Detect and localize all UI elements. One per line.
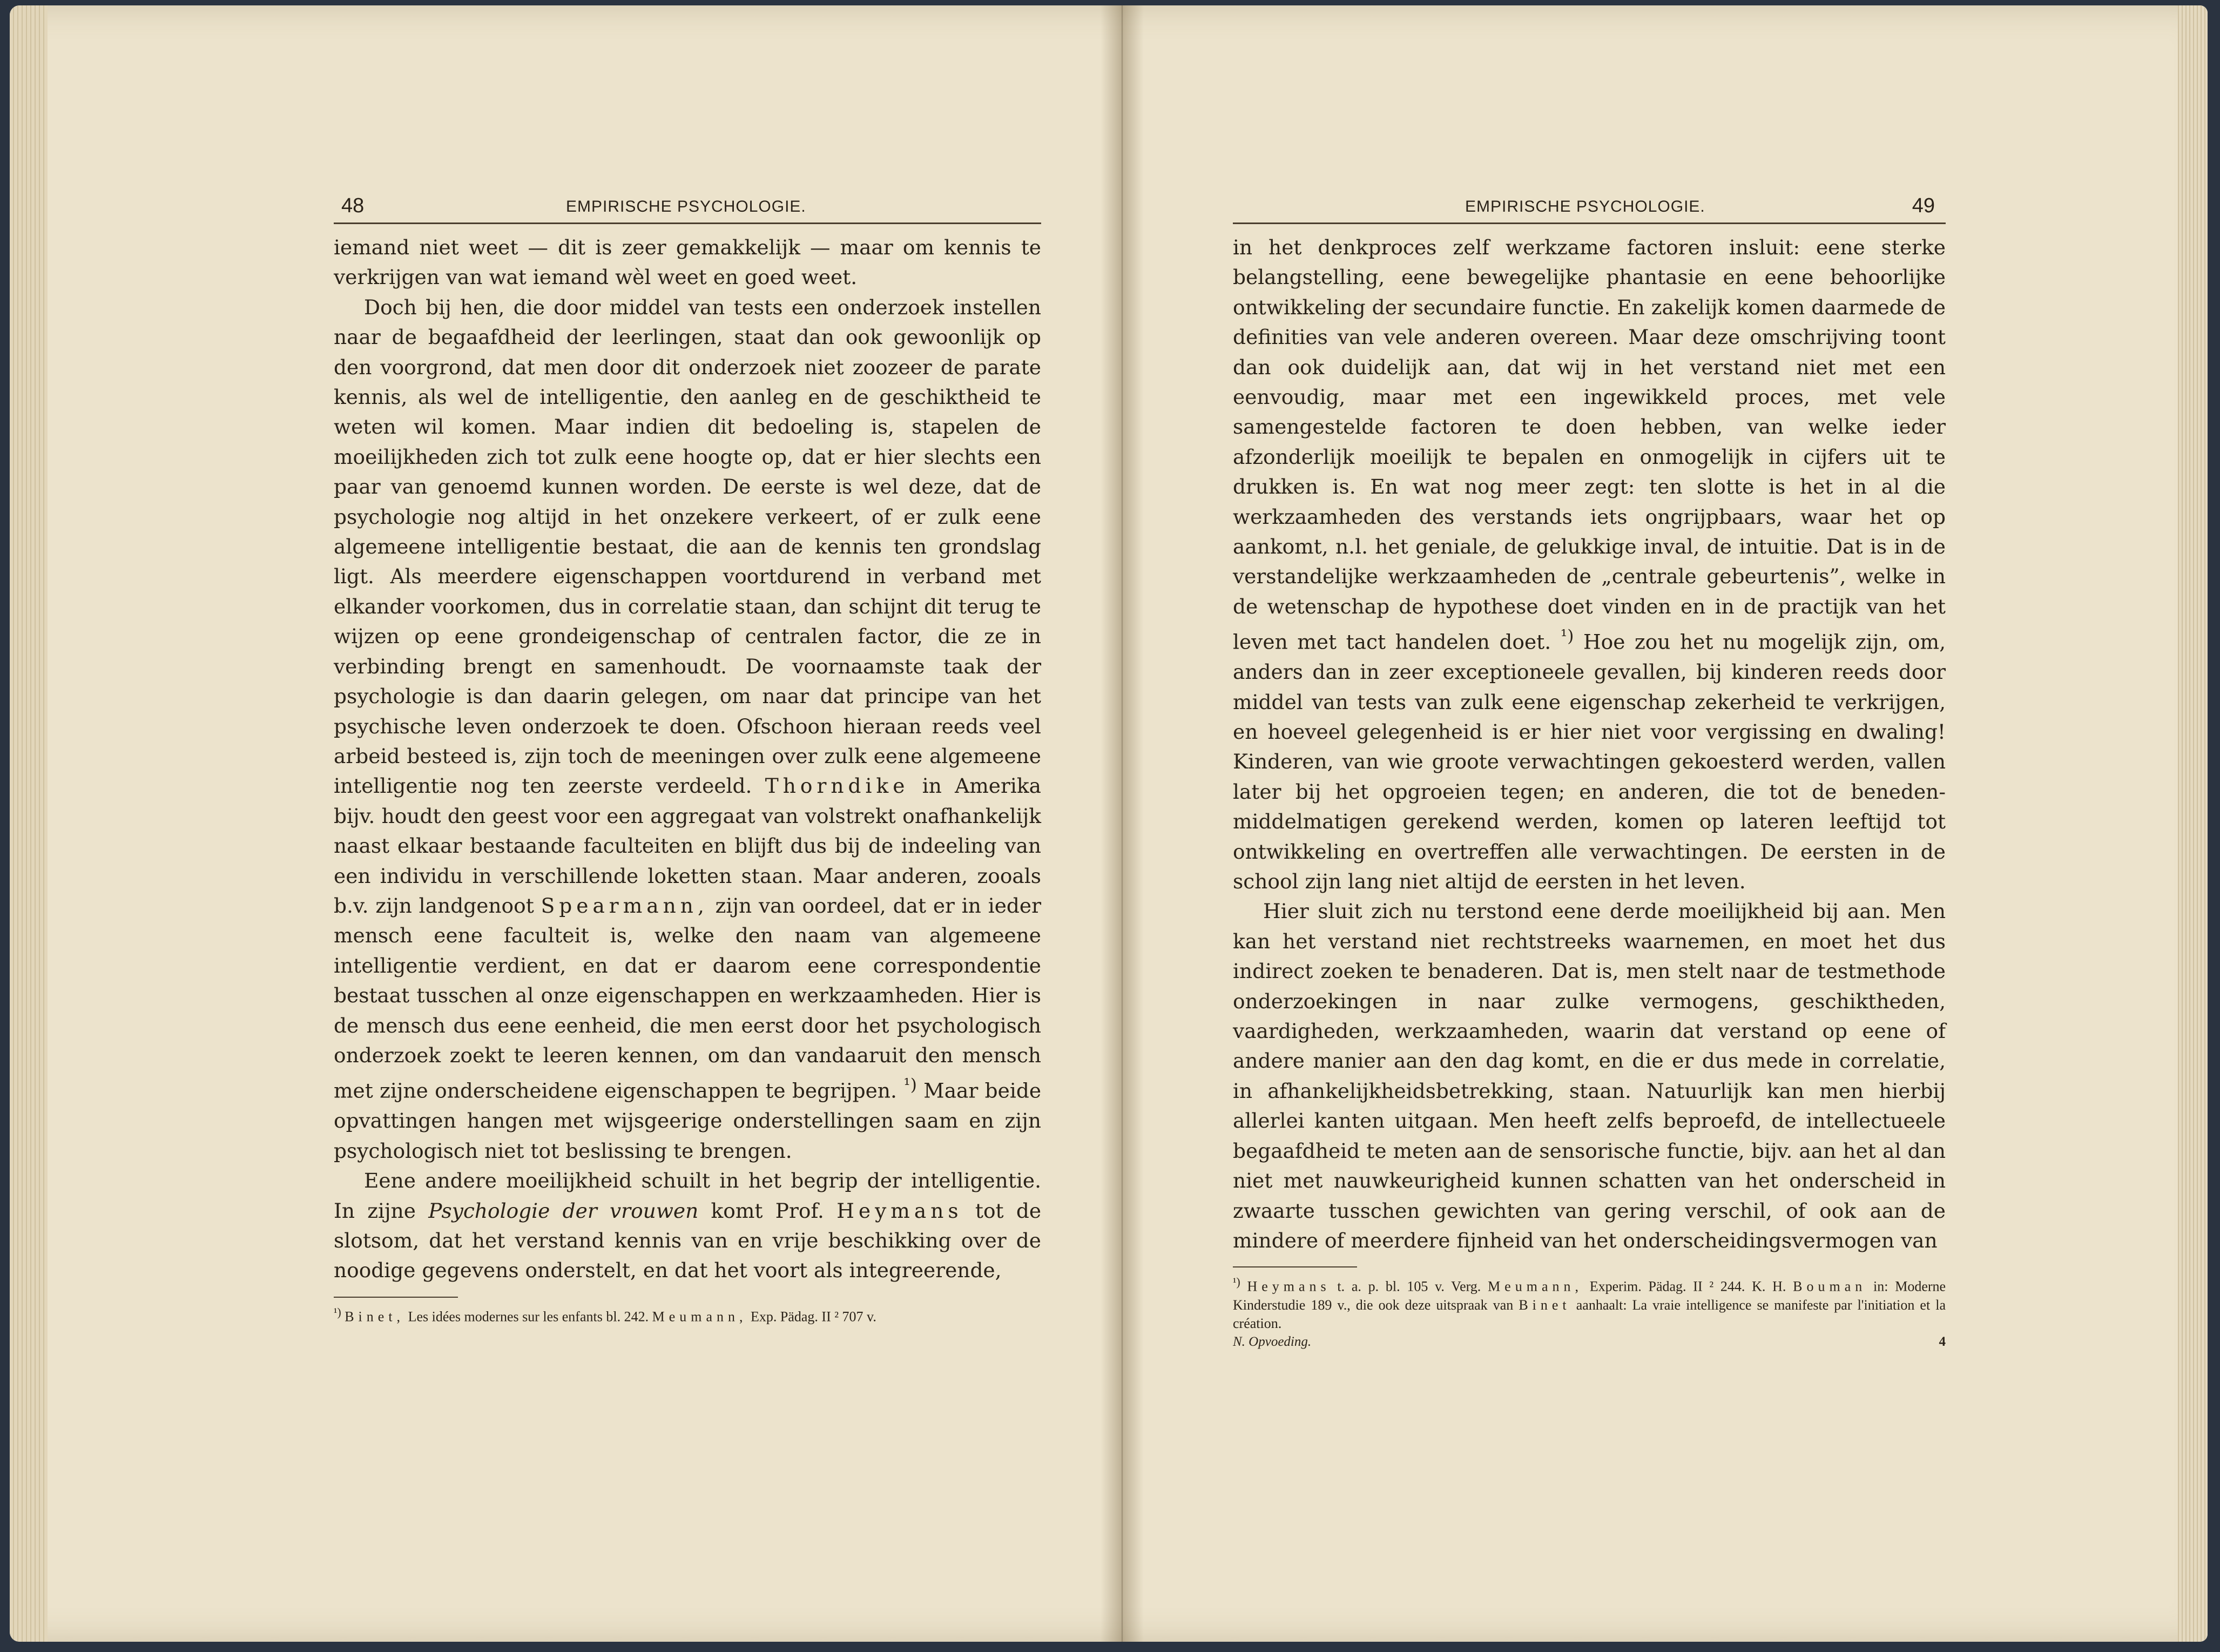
book-spread <box>10 5 2208 1642</box>
author-name: Thorndike <box>765 774 909 798</box>
running-head: EMPIRISCHE PSYCHOLOGIE. <box>566 198 806 215</box>
right-page-body <box>1233 233 1946 1256</box>
author-name: Heymans <box>836 1198 963 1223</box>
paragraph: Eene andere moeilijkheid schuilt in het begrip der intelligentie. In zijne Psychologie der vrouwen komt Prof. Heymans tot de slotsom, dat het verstand kennis van en vrije beschikking over de noodige gegevens onderstelt, en dat het voort als integreerende, <box>334 1169 1042 1283</box>
right-page <box>1233 194 1946 1351</box>
paragraph: in het denkproces zelf werkzame factoren insluit: eene sterke belangstelling, eene bewegelijke phantasie en eene behoorlijke ontwikkeling der secundaire functie. En zakelijk komen daarmede de definities van vele anderen overeen. Maar deze omschrijving toont dan ook duidelijk aan, dat wij in het verstand niet met een eenvoudig, maar met een ingewikkeld proces, met vele samengestelde factoren te doen hebben, van welke ieder afzonderlijk moeilijk te bepalen en onmogelijk in cijfers uit te drukken is. En wat nog meer zegt: ten slotte is het in al die werkzaamheden des verstands iets ongrijpbaars, waar het op aankomt, n.l. het geniale, de gelukkige inval, de intuitie. Dat is in de verstandelijke werkzaamheden de „centrale gebeurtenis”, welke in de wetenschap de hypothese doet vinden en in de practijk van het leven met tact handelen doet. $^{^1)}$ Hoe zou het nu mogelijk zijn, om, anders dan in zeer exceptioneele gevallen, bij kinderen reeds door middel van tests van zulk eene eigenschap zekerheid te verkrijgen, en hoeveel gelegenheid is er hier niet voor vergissing en dwaling! Kinderen, van wie groote verwachtingen gekoesterd werden, vallen later bij het opgroeien tegen; en anderen, die tot de beneden-middelmatigen gerekend werden, komen op lateren leeftijd tot ontwikkeling en overtreffen alle verwachtingen. De eersten in de school zijn lang niet altijd de eersten in het leven. <box>1233 235 1946 894</box>
page-number: 49 <box>1912 194 1935 217</box>
left-page-body <box>334 233 1041 1286</box>
signature-title: N. Opvoeding. <box>1233 1334 1312 1349</box>
author-name: Spearmann, <box>541 893 708 918</box>
footnote-ref: ¹) <box>1560 626 1574 646</box>
signature-number: 4 <box>1939 1334 1946 1349</box>
printer-signature <box>1233 1333 1946 1351</box>
running-head: EMPIRISCHE PSYCHOLOGIE. <box>1465 198 1705 215</box>
page-number: 48 <box>341 194 365 217</box>
left-page-header <box>334 194 1041 224</box>
paragraph: iemand niet weet — dit is zeer gemakkelijk — maar om kennis te verkrijgen van wat iemand wèl weet en goed weet. <box>334 235 1041 289</box>
page-edges-right <box>2178 5 2208 1642</box>
paragraph: Doch bij hen, die door middel van tests een onderzoek instellen naar de begaafdheid der leerlingen, staat dan ook gewoonlijk op den voorgrond, dat men door dit onderzoek niet zoozeer de parate kennis, als wel de intelligentie, den aanleg en de geschiktheid te weten wil komen. Maar indien dit bedoeling is, stapelen de moeilijkheden zich tot zulk eene hoogte op, dat er hier slechts een paar van genoemd kunnen worden. De eerste is wel deze, dat de psychologie nog altijd in het onzekere verkeert, of er zulk eene algemeene intelligentie bestaat, die aan de kennis ten grondslag ligt. Als meerdere eigenschappen voortdurend in verband met elkander voorkomen, dus in correlatie staan, dan schijnt dit terug te wijzen op eene grondeigenschap of centralen factor, die ze in verbinding brengt en samenhoudt. De voornaamste taak der psychologie is dan daarin gelegen, om naar dat principe van het psychische leven onderzoek te doen. Ofschoon hieraan reeds veel arbeid besteed is, zijn toch de meeningen over zulk eene algemeene intelligentie nog ten zeerste verdeeld. Thorndike in Amerika bijv. houdt den geest voor een aggregaat van volstrekt onafhankelijk naast elkaar bestaande faculteiten en blijft dus bij de indeeling van een individu in verschillende loketten staan. Maar anderen, zooals b.v. zijn landgenoot Spearmann, zijn van oordeel, dat er in ieder mensch eene faculteit is, welke den naam van algemeene intelligentie verdient, en dat er daarom eene correspondentie bestaat tusschen al onze eigenschappen en werkzaamheden. Hier is de mensch dus eene eenheid, die men eerst door het psychologisch onderzoek zoekt te leeren kennen, om dan vandaaruit den mensch met zijne onderscheidene eigenschappen te begrijpen. $^{^1)}$ Maar beide opvattingen hangen met wijsgeerige onderstellingen saam en zijn psychologisch niet tot beslissing te brengen. <box>334 295 1042 1163</box>
footnote-rule <box>1233 1266 1357 1267</box>
left-page <box>334 194 1041 1326</box>
right-page-header <box>1233 194 1946 224</box>
footnote: $^{^1)}$ Binet, Les idées modernes sur les enfants bl. 242. Meumann, Exp. Pädag. II ² 707 v. <box>334 1305 876 1325</box>
footnote-rule <box>334 1297 458 1298</box>
paragraph: Hier sluit zich nu terstond eene derde moeilijkheid bij aan. Men kan het verstand niet rechtstreeks waarnemen, en moet het dus indirect zoeken te benaderen. Dat is, men stelt naar de testmethode onderzoekingen in naar zulke vermogens, geschiktheden, vaardigheden, werkzaamheden, waarin dat verstand op eene of andere manier aan den dag komt, en die er dus mede in correlatie, in afhankelijkheidsbetrekking, staan. Natuurlijk kan men hierbij allerlei kanten uitgaan. Men heeft zelfs beproefd, de intellectueele begaafdheid te meten aan de sensorische functie, bijv. aan het al dan niet met nauwkeurigheid kunnen schatten van het onderscheid in zwaarte tusschen gewichten van gering verschil, of ook aan de mindere of meerdere fijnheid van het onderscheidingsvermogen van <box>1233 899 1946 1252</box>
footnote: $^{^1)}$ Heymans t. a. p. bl. 105 v. Verg. Meumann, Experim. Pädag. II ² 244. K. H. Bouman in: Moderne Kinderstudie 189 v., die ook deze uitspraak van Binet aanhaalt: La vraie intelligence se manifeste par l'initiation et la création. <box>1233 1276 1946 1331</box>
page-edges-left <box>10 5 48 1642</box>
book-title: Psychologie der vrouwen <box>428 1198 699 1223</box>
book-gutter <box>1101 5 1144 1642</box>
footnote-ref: ¹) <box>903 1075 917 1095</box>
